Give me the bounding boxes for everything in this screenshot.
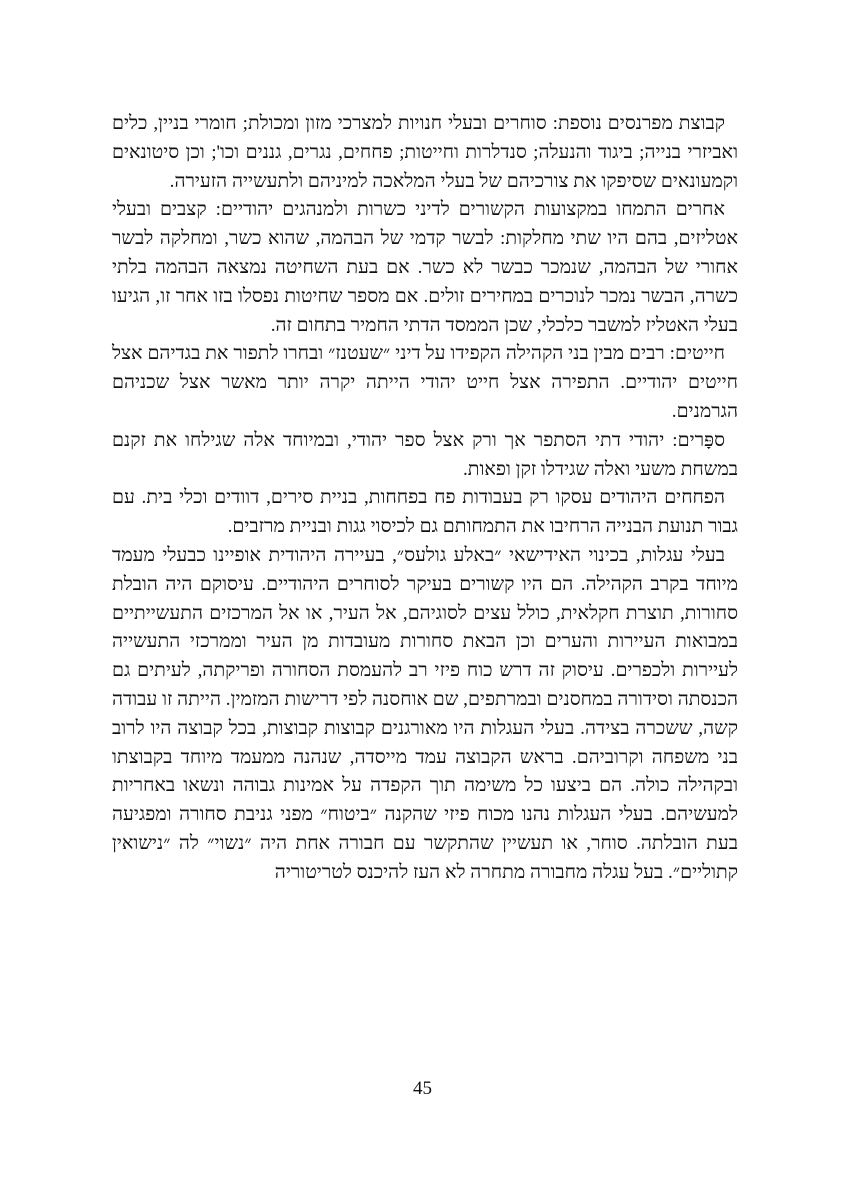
paragraph-tailors: חייטים: רבים מבין בני הקהילה הקפידו על דיני ״שעטנז״ ובחרו לתפור את בגדיהם אצל חייטים יהודיים. התפירה אצל חייט יהודי הייתה יקרה יותר מאשר אצל שכניהם הגרמנים.: [112, 343, 738, 422]
body-text: [112, 110, 738, 888]
paragraph-barbers: ספָּרים: יהודי דתי הסתפר אך ורק אצל ספר יהודי, ובמיוחד אלה שגילחו את זקנם במשחת משעי ואלה שגידלו זקן ופאות.: [112, 429, 738, 480]
paragraph-wagoners: בעלי עגלות, בכינוי האידישאי ״באלע גולעס״, בעיירה היהודית אופיינו כבעלי מעמד מיוחד בקרב הקהילה. הם היו קשורים בעיקר לסוחרים היהודיים. עיסוקם היה הובלת סחורות, תוצרת חקלאית, כולל עצים לסוגיהם, אל העיר, או אל המרכזים התעשייתיים במבואות העיירות והערים וכן הבאת סחורות מעובדות מן העיר וממרכזי התעשייה לעיירות ולכפרים. עיסוק זה דרש כוח פיזי רב להעמסת הסחורה ופריקתה, לעיתים גם הכנסתה וסידורה במחסנים ובמרתפים, שם אוחסנה לפי דרישות המזמין. הייתה זו עבודה קשה, ששכרה בצידה. בעלי העגלות היו מאורגנים קבוצות קבוצות, בכל קבוצה היו לרוב בני משפחה וקרוביהם. בראש הקבוצה עמד מייסדה, שנהנה ממעמד מיוחד בקבוצתו ובקהילה כולה. הם ביצעו כל משימה תוך הקפדה על אמינות גבוהה ונשאו באחריות למעשיהם. בעלי העגלות נהנו מכוח פיזי שהקנה ״ביטוח״ מפני גניבת סחורה ומפגיעה בעת הובלתה. סוחר, או תעשיין שהתקשר עם חבורה אחת היה ״נשוי״ לה ״נישואין קתוליים״. בעל עגלה מחבורה מתחרה לא העז להיכנס לטריטוריה: [112, 544, 738, 883]
paragraph-tinsmiths: הפחחים היהודים עסקו רק בעבודות פח בפחחות, בניית סירים, דוודים וכלי בית. עם גבור תנועת הבנייה הרחיבו את התמחותם גם לכיסוי גגות ובניית מרזבים.: [112, 487, 738, 538]
paragraph-butchers: אחרים התמחו במקצועות הקשורים לדיני כשרות ולמנהגים יהודיים: קצבים ובעלי אטליזים, בהם היו שתי מחלקות: לבשר קדמי של הבהמה, שהוא כשר, ומחלקה לבשר אחורי של הבהמה, שנמכר כבשר לא כשר. אם בעת השחיטה נמצאה הבהמה בלתי כשרה, הבשר נמכר לנוכרים במחירים זולים. אם מספר שחיטות נפסלו בזו אחר זו, הגיעו בעלי האטליז למשבר כלכלי, שכן הממסד הדתי החמיר בתחום זה.: [112, 199, 738, 336]
page-number: 45: [413, 1078, 432, 1099]
paragraph-merchants: קבוצת מפרנסים נוספת: סוחרים ובעלי חנויות למצרכי מזון ומכולת; חומרי בניין, כלים ואביזרי בנייה; ביגוד והנעלה; סנדלרות וחייטות; פחחים, נגרים, גננים וכו'; וכן סיטונאים וקמעונאים שסיפקו את צורכיהם של בעלי המלאכה למיניהם ולתעשייה הזעירה.: [112, 113, 738, 192]
